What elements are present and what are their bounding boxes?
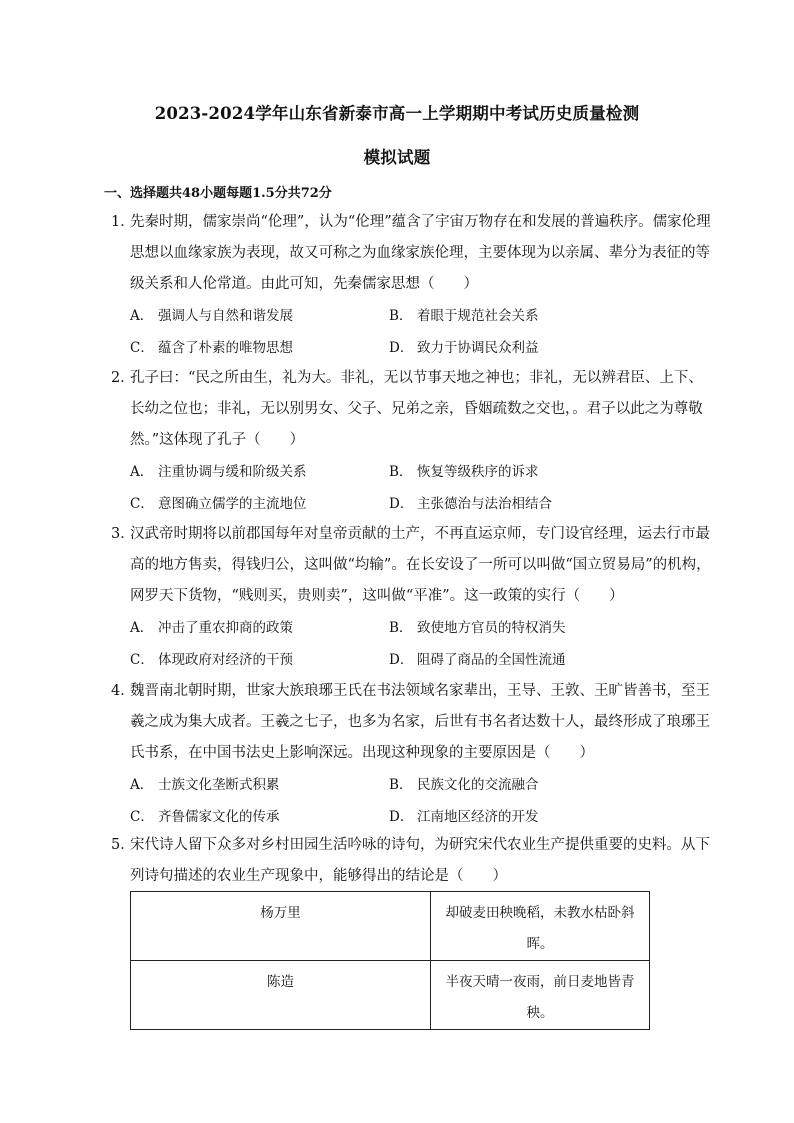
option-b[interactable]: B． 民族文化的交流融合 [389, 777, 539, 793]
exam-title-line1: 2023-2024学年山东省新泰市高一上学期期中考试历史质量检测 [154, 104, 640, 123]
exam-title-line2: 模拟试题 [363, 148, 431, 167]
options-group [111, 612, 695, 676]
question-2 [111, 363, 703, 520]
option-a[interactable]: A． 强调人与自然和谐发展 [130, 308, 293, 324]
option-c[interactable]: C． 蕴含了朴素的唯物思想 [130, 340, 293, 356]
option-b[interactable]: B． 着眼于规范社会关系 [389, 308, 539, 324]
option-a[interactable]: A． 士族文化垄断式积累 [130, 777, 280, 793]
question-text-line: 长幼之位也；非礼，无以别男女、父子、兄弟之亲，昏姻疏数之交也，。君子以此之为尊敬 [130, 401, 703, 417]
question-text-line: 魏晋南北朝时期，世家大族琅琊王氏在书法领域名家辈出，王导、王敦、王旷皆善书，至王 [130, 683, 710, 699]
verse-line: 晖。 [526, 936, 554, 952]
options-group [111, 456, 695, 520]
table-row [131, 961, 650, 1030]
verse-cell [431, 961, 650, 1030]
question-text-line: 高的地方售卖，得钱归公，这叫做“均输”。在长安设了一所可以叫做“国立贸易局”的机构， [130, 557, 711, 573]
question-1 [111, 207, 711, 364]
table-row [131, 892, 650, 961]
option-a[interactable]: A． 注重协调与缓和阶级关系 [130, 464, 307, 480]
question-text-line: 汉武帝时期将以前郡国每年对皇帝贡献的土产，不再直运京师，专门设官经理，运去行市最 [130, 526, 710, 542]
poet-cell: 陈造 [131, 961, 431, 1030]
option-d[interactable]: D． 江南地区经济的开发 [389, 809, 539, 825]
question-text-line: 级关系和人伦常道。由此可知，先秦儒家思想（ ） [130, 276, 478, 292]
question-text-line: 然。”这体现了孔子（ ） [130, 432, 305, 448]
option-c[interactable]: C． 体现政府对经济的干预 [130, 652, 293, 668]
question-text-line: 先秦时期，儒家崇尚“伦理”，认为“伦理”蕴含了宇宙万物存在和发展的普遍秩序。儒家伦理 [130, 214, 711, 230]
option-d[interactable]: D． 致力于协调民众利益 [389, 340, 539, 356]
question-text-line: 宋代诗人留下众多对乡村田园生活吟咏的诗句，为研究宋代农业生产提供重要的史料。从下 [130, 837, 710, 853]
options-group [111, 300, 695, 364]
question-number: 2． [111, 370, 135, 386]
option-b[interactable]: B． 恢复等级秩序的诉求 [389, 464, 539, 480]
section-heading: 一、选择题共48小题每题1.5分共72分 [104, 186, 332, 201]
option-d[interactable]: D． 主张德治与法治相结合 [389, 496, 552, 512]
option-d[interactable]: D． 阻碍了商品的全国性流通 [389, 652, 566, 668]
question-4 [111, 676, 710, 833]
question-text-line: 孔子曰：“民之所由生，礼为大。非礼，无以节事天地之神也；非礼，无以辨君臣、上下、 [130, 370, 703, 386]
question-text-line: 列诗句描述的农业生产现象中，能够得出的结论是（ ） [130, 868, 507, 884]
poem-table [130, 891, 650, 1030]
option-b[interactable]: B． 致使地方官员的特权消失 [389, 620, 566, 636]
question-text-line: 思想以血缘家族为表现，故又可称之为血缘家族伦理，主要体现为以亲属、辈分为表征的等 [130, 245, 710, 261]
option-c[interactable]: C． 齐鲁儒家文化的传承 [130, 809, 280, 825]
question-text-line: 网罗天下货物，“贱则买，贵则卖”，这叫做“平准”。这一政策的实行（ ） [130, 588, 624, 604]
verse-line: 却破麦田秧晚稻，未教水枯卧斜 [445, 905, 635, 921]
question-number: 5． [111, 837, 135, 853]
question-text-line: 氏书系，在中国书法史上影响深远。出现这种现象的主要原因是（ ） [130, 745, 594, 761]
question-3 [111, 519, 711, 676]
option-a[interactable]: A． 冲击了重农抑商的政策 [130, 620, 293, 636]
verse-line: 秧。 [526, 1005, 554, 1021]
question-number: 3． [111, 526, 135, 542]
verse-cell [431, 892, 650, 961]
question-number: 4． [111, 683, 135, 699]
verse-line: 半夜天晴一夜雨，前日麦地皆青 [445, 974, 635, 990]
question-text-line: 羲之成为集大成者。王羲之七子，也多为名家，后世有书名者达数十人，最终形成了琅琊王 [130, 714, 710, 730]
options-group [111, 769, 695, 833]
poet-cell: 杨万里 [131, 892, 431, 961]
option-c[interactable]: C． 意图确立儒学的主流地位 [130, 496, 307, 512]
question-number: 1． [111, 214, 135, 230]
question-5 [111, 830, 710, 892]
